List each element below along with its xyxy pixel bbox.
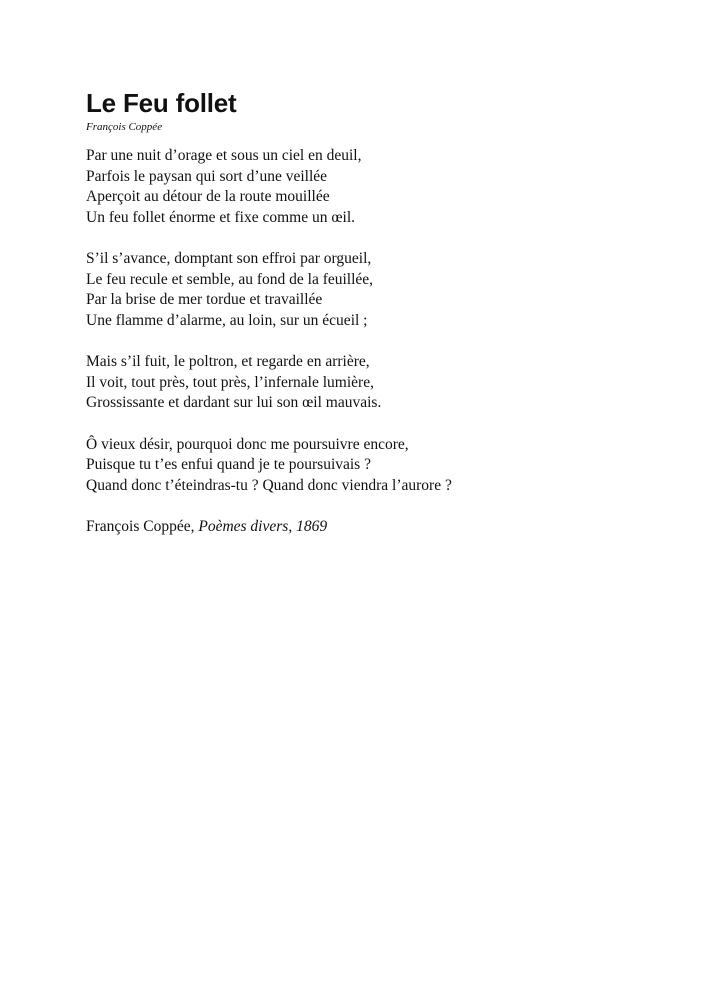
verse-line: Ô vieux désir, pourquoi donc me poursuivre encore,	[86, 435, 409, 453]
verse-line: Le feu recule et semble, au fond de la feuillée,	[86, 270, 374, 288]
poem-body	[86, 146, 666, 496]
verse-line: Parfois le paysan qui sort d’une veillée	[86, 167, 328, 185]
verse-line: Mais s’il fuit, le poltron, et regarde en arrière,	[86, 353, 370, 370]
stanza	[86, 146, 666, 228]
stanza	[86, 249, 666, 331]
stanza	[86, 435, 666, 497]
verse-line: Grossissante et dardant sur lui son œil mauvais.	[86, 394, 382, 411]
verse-line: Par la brise de mer tordue et travaillée	[86, 291, 323, 308]
verse-line: Puisque tu t’es enfui quand je te poursuivais ?	[86, 456, 371, 473]
poem-title: Le Feu follet	[86, 88, 237, 118]
verse-line: S’il s’avance, domptant son effroi par orgueil,	[86, 250, 372, 267]
signature-author: François Coppée,	[86, 518, 195, 535]
verse-line: Un feu follet énorme et fixe comme un œil.	[86, 208, 356, 226]
poem-signature	[86, 517, 666, 538]
signature-work: Poèmes divers, 1869	[198, 518, 328, 535]
verse-line: Par une nuit d’orage et sous un ciel en deuil,	[86, 147, 362, 164]
poem-author: François Coppée	[86, 121, 163, 133]
verse-line: Il voit, tout près, tout près, l’infernale lumière,	[86, 373, 374, 391]
verse-line: Une flamme d’alarme, au loin, sur un écueil ;	[86, 311, 368, 329]
stanza	[86, 352, 666, 414]
verse-line: Quand donc t’éteindras-tu ? Quand donc viendra l’aurore ?	[86, 476, 452, 494]
verse-line: Aperçoit au détour de la route mouillée	[86, 188, 330, 205]
poem-page	[86, 88, 666, 538]
